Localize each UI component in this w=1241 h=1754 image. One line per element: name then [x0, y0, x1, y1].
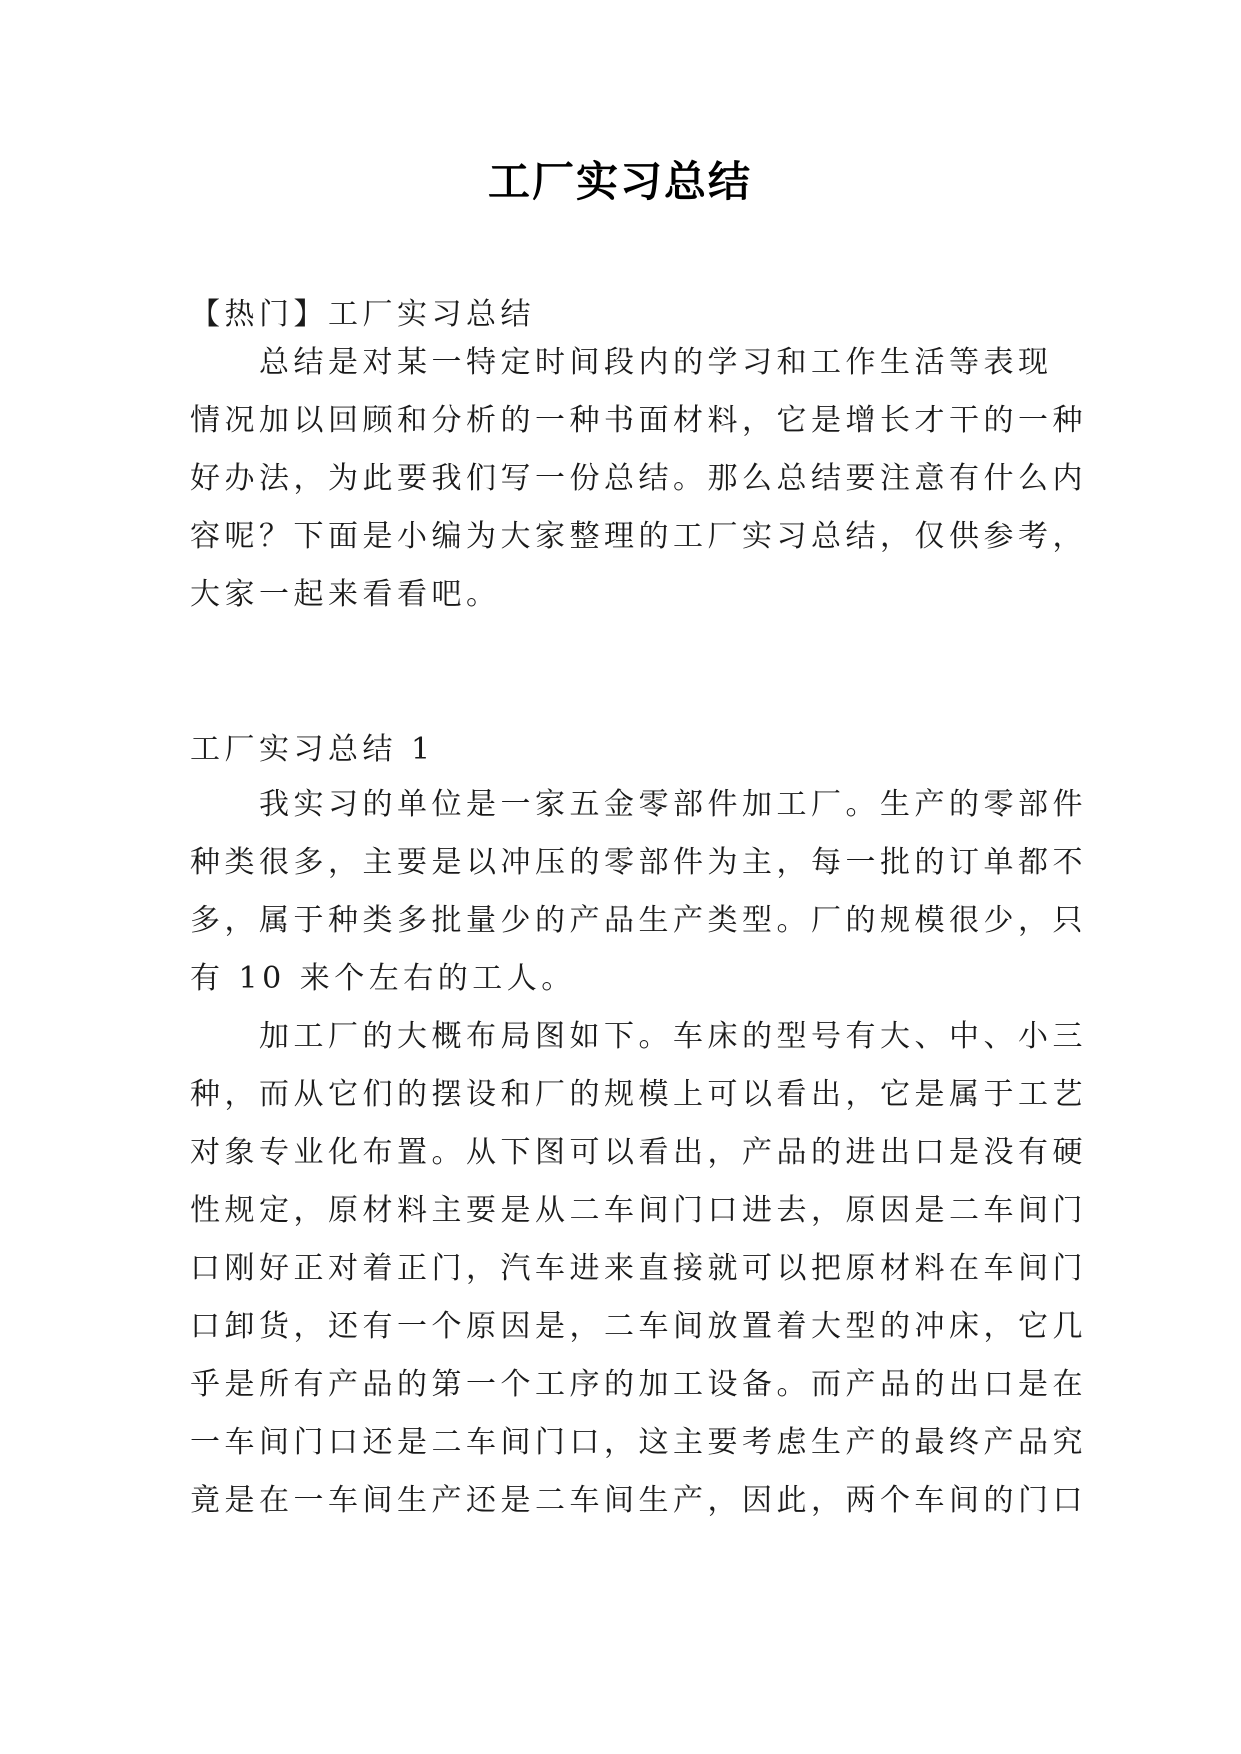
section-heading-text: 工厂实习总结 1	[190, 732, 435, 767]
paragraph-line: 一车间门口还是二车间门口，这主要考虑生产的最终产品究	[190, 1425, 1087, 1460]
paragraph-line: 口卸货，还有一个原因是，二车间放置着大型的冲床，它几	[190, 1309, 1087, 1344]
body-paragraph-1	[190, 776, 1087, 1008]
intro-line: 好办法，为此要我们写一份总结。那么总结要注意有什么内	[190, 461, 1087, 496]
paragraph-line: 我实习的单位是一家五金零部件加工厂。生产的零部件	[190, 787, 1087, 822]
paragraph-line: 种，而从它们的摆设和厂的规模上可以看出，它是属于工艺	[190, 1077, 1087, 1112]
body-paragraph-2	[190, 1008, 1087, 1530]
paragraph-line: 性规定，原材料主要是从二车间门口进去，原因是二车间门	[190, 1193, 1087, 1228]
tag-line-text: 【热门】工厂实习总结	[190, 297, 535, 332]
intro-line: 总结是对某一特定时间段内的学习和工作生活等表现	[190, 345, 1053, 380]
intro-paragraph	[190, 334, 1087, 624]
section-heading	[190, 721, 1050, 779]
intro-line: 容呢？下面是小编为大家整理的工厂实习总结，仅供参考，	[190, 519, 1087, 554]
intro-line: 情况加以回顾和分析的一种书面材料，它是增长才干的一种	[190, 403, 1087, 438]
document-title: 工厂实习总结	[487, 157, 752, 206]
paragraph-line: 竟是在一车间生产还是二车间生产，因此，两个车间的门口	[190, 1483, 1087, 1518]
paragraph-line: 乎是所有产品的第一个工序的加工设备。而产品的出口是在	[190, 1367, 1087, 1402]
paragraph-line: 种类很多，主要是以冲压的零部件为主，每一批的订单都不	[190, 845, 1087, 880]
paragraph-line: 口刚好正对着正门，汽车进来直接就可以把原材料在车间门	[190, 1251, 1087, 1286]
intro-line: 大家一起来看看吧。	[190, 577, 501, 612]
paragraph-line: 对象专业化布置。从下图可以看出，产品的进出口是没有硬	[190, 1135, 1087, 1170]
paragraph-line: 加工厂的大概布局图如下。车床的型号有大、中、小三	[190, 1019, 1087, 1054]
paragraph-line: 多，属于种类多批量少的产品生产类型。厂的规模很少，只	[190, 903, 1087, 938]
paragraph-line: 有 10 来个左右的工人。	[190, 961, 576, 996]
